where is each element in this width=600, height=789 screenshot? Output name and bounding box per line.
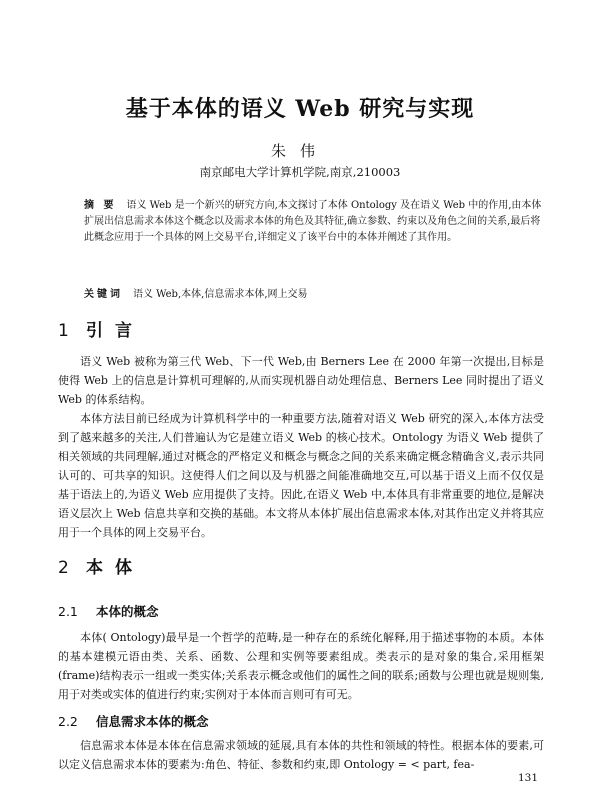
subsection-title: 信息需求本体的概念 [96, 714, 209, 729]
section-title: 引言 [86, 321, 144, 341]
abstract-label: 摘 要 [84, 200, 117, 211]
subsection-heading-2-1 [58, 602, 159, 620]
ontology-concept-paragraph: 本体( Ontology)最早是一个哲学的范畴,是一种存在的系统化解释,用于描述事物的本质。本体的基本建模元语由类、关系、函数、公理和实例等要素组成。类表示的是对象的集合,采用框架(frame)结构表示一组或一类实体;关系表示概念或他们的属性之间的联系;函数与公理也就是规则集,用于对类或实体的值进行约束;实例对于本体而言则可有可无。 [58, 631, 544, 701]
section-heading-ontology [58, 553, 144, 578]
section-heading-introduction [58, 316, 144, 341]
info-need-ontology-paragraph: 信息需求本体是本体在信息需求领域的延展,具有本体的共性和领域的特性。根据本体的要素,可以定义信息需求本体的要素为:角色、特征、参数和约束,即 Ontology = < part, fea- [58, 739, 544, 771]
author-name: 朱伟 [270, 142, 329, 160]
section-number: 1 [58, 321, 69, 341]
subsection-title: 本体的概念 [96, 604, 159, 619]
abstract [84, 198, 546, 246]
keywords-text: 语义 Web,本体,信息需求本体,网上交易 [133, 289, 308, 300]
section-number: 2 [58, 558, 69, 578]
subsection-number: 2.1 [58, 604, 78, 619]
keywords [84, 287, 546, 303]
page-number: 131 [517, 772, 538, 784]
author-affiliation: 南京邮电大学计算机学院,南京,210003 [199, 165, 401, 179]
keywords-label: 关键词 [84, 289, 123, 300]
subsection-number: 2.2 [58, 714, 78, 729]
abstract-text: 语义 Web 是一个新兴的研究方向,本文探讨了本体 Ontology 及在语义 Web 中的作用,由本体扩展出信息需求本体这个概念以及需求本体的角色及其特征,确立参数、约束以及角色之间的关系,最后将此概念应用于一个具体的网上交易平台,详细定义了该平台中的本体并阐述了其作用。 [84, 200, 542, 243]
subsection-heading-2-2 [58, 712, 209, 730]
intro-paragraph-1: 语义 Web 被称为第三代 Web、下一代 Web,由 Berners Lee 在 2000 年第一次提出,目标是使得 Web 上的信息是计算机可理解的,从而实现机器自动处理信息、Berners Lee 同时提出了语义 Web 的体系结构。 [58, 355, 544, 406]
section-title: 本体 [86, 558, 144, 578]
paper-title: 基于本体的语义 Web 研究与实现 [125, 96, 475, 122]
intro-paragraph-2: 本体方法目前已经成为计算机科学中的一种重要方法,随着对语义 Web 研究的深入,本体方法受到了越来越多的关注,人们普遍认为它是建立语义 Web 的核心技术。Ontology 为语义 Web 提供了相关领域的共同理解,通过对概念的严格定义和概念与概念之间的关系来确定概念精确含义,表示共同认可的、可共享的知识。这使得人们之间以及与机器之间能准确地交互,可以基于语义上而不仅仅是基于语法上的,为语义 Web 应用提供了支持。因此,在语义 Web 中,本体具有非常重要的地位,是解决语义层次上 Web 信息共享和交换的基础。本文将从本体扩展出信息需求本体,对其作出定义并将其应用于一个具体的网上交易平台。 [58, 412, 544, 539]
